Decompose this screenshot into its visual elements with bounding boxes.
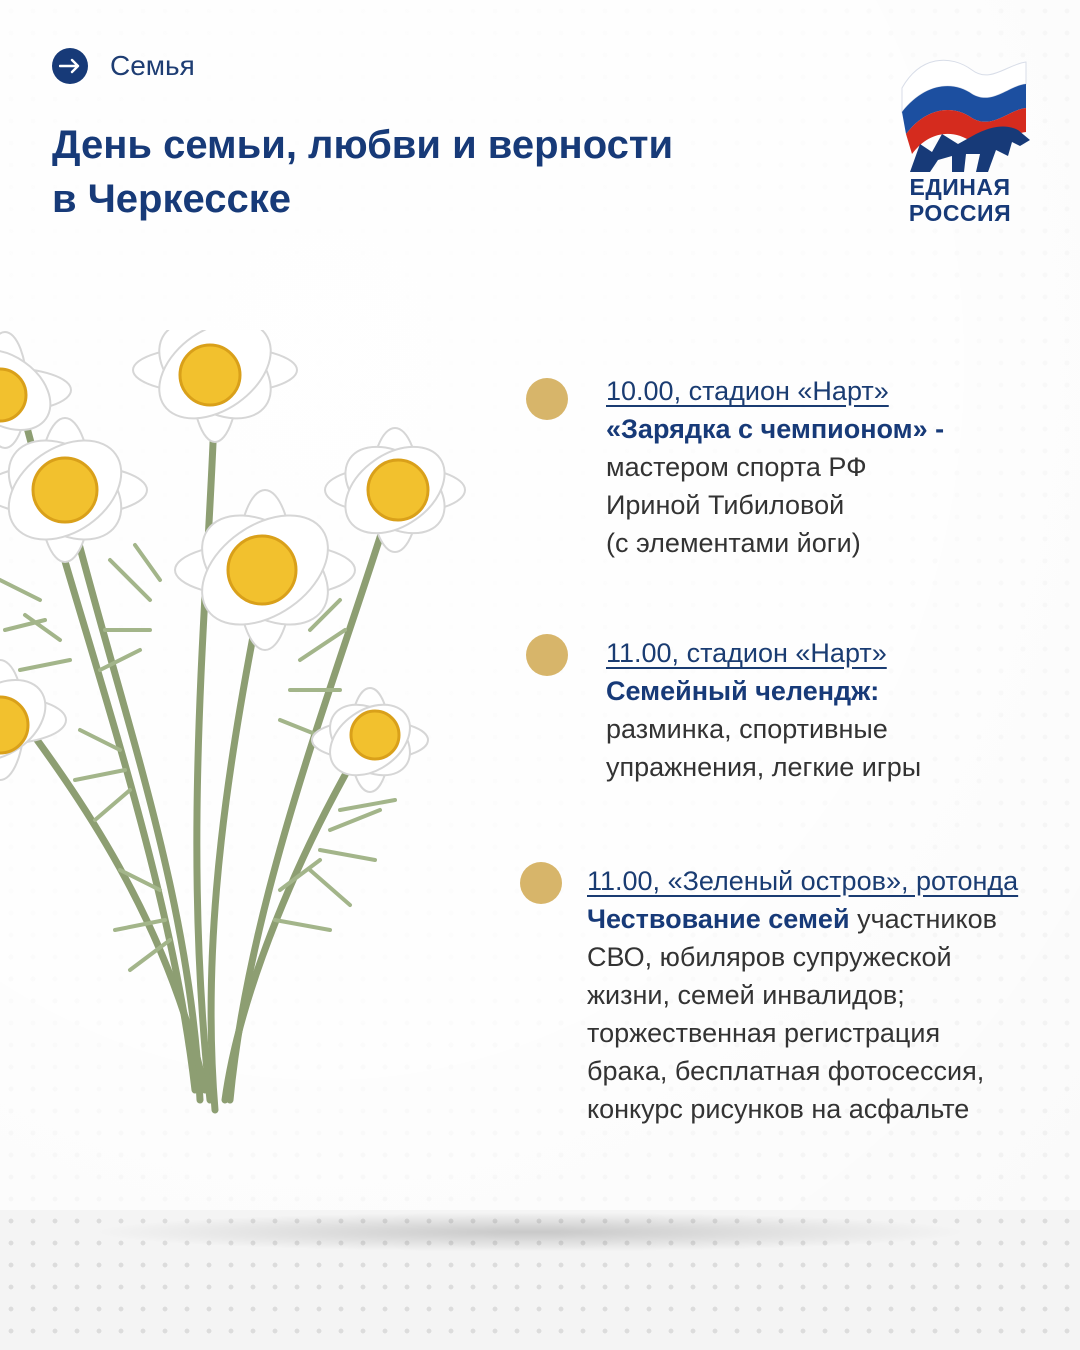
card-shadow [90, 1212, 970, 1252]
event-time-place[interactable]: 11.00, стадион «Нарт» [606, 638, 887, 668]
event-body-line: разминка, спортивные [606, 714, 888, 744]
event-item-3 [520, 862, 1018, 1128]
party-logo [880, 50, 1040, 230]
arrow-right-icon [52, 48, 88, 84]
event-item-2 [526, 634, 921, 786]
event-body-line: жизни, семей инвалидов; [587, 980, 905, 1010]
chamomile-bouquet-illustration [0, 330, 480, 1130]
event-item-1 [526, 372, 944, 562]
logo-line-2: РОССИЯ [908, 200, 1012, 226]
page-title: День семьи, любви и верности в Черкесске [52, 123, 674, 221]
event-body-line: торжественная регистрация [587, 1018, 941, 1048]
event-time-place[interactable]: 10.00, стадион «Нарт» [606, 376, 889, 406]
logo-line-1: ЕДИНАЯ [909, 174, 1011, 200]
event-title: Семейный челендж: [606, 676, 880, 706]
bullet-dot-icon [520, 862, 562, 904]
event-body-line: Ириной Тибиловой [606, 490, 845, 520]
flag-bear-emblem-icon [880, 50, 1040, 178]
event-body-line: мастером спорта РФ [606, 452, 867, 482]
event-title-suffix: участников [849, 904, 997, 934]
event-title: Чествование семей [587, 904, 850, 934]
event-body-line: (с элементами йоги) [606, 528, 861, 558]
event-time-place[interactable]: 11.00, «Зеленый остров», ротонда [587, 866, 1019, 896]
event-body-line: конкурс рисунков на асфальте [587, 1094, 970, 1124]
category-tag[interactable] [52, 48, 195, 84]
bullet-dot-icon [526, 634, 568, 676]
bullet-dot-icon [526, 378, 568, 420]
event-title: «Зарядка с чемпионом» - [606, 414, 945, 444]
event-body-line: СВО, юбиляров супружеской [587, 942, 952, 972]
category-label: Семья [110, 50, 195, 81]
event-body-line: брака, бесплатная фотосессия, [587, 1056, 985, 1086]
event-body-line: упражнения, легкие игры [606, 752, 922, 782]
